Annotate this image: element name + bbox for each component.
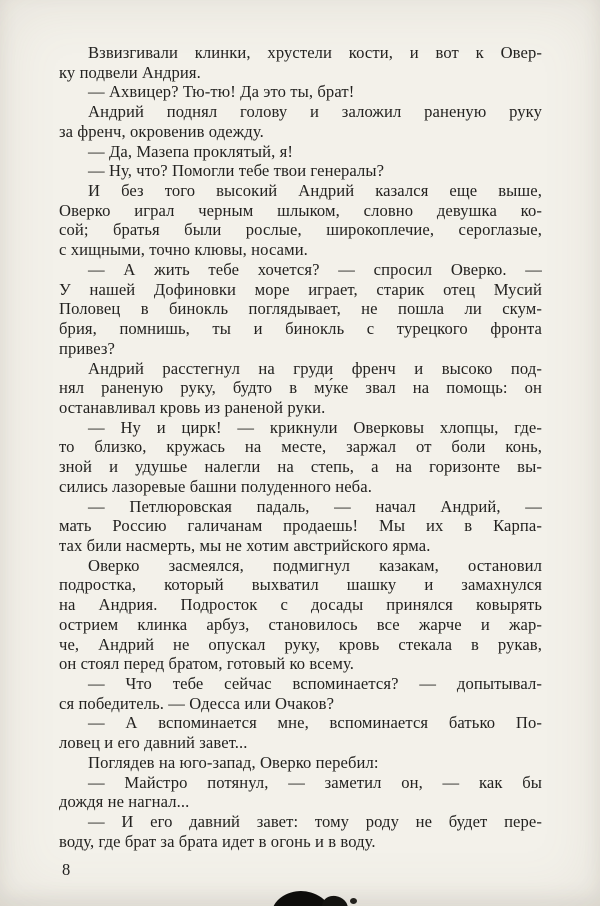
text-line: — Петлюровская падаль, — начал Андрий, —: [88, 496, 542, 516]
text-line: Оверко играл черным шлыком, словно девушка ко-: [59, 200, 542, 220]
scan-speck: [350, 898, 357, 904]
page-text: [59, 43, 542, 851]
text-line: с хищными, точно клювы, носами.: [59, 240, 308, 260]
text-line: дождя не нагнал...: [59, 792, 190, 812]
text-line: тах били насмерть, мы не хотим австрийского ярма.: [59, 535, 431, 555]
text-line: Поглядев на юго-запад, Оверко перебил:: [88, 752, 379, 772]
text-line: ку подвели Андрия.: [59, 62, 201, 82]
text-line: то близко, кружась на месте, заржал от боли конь,: [59, 437, 542, 457]
text-line: И без того высокий Андрий казался еще выше,: [88, 181, 542, 201]
text-line: — Что тебе сейчас вспоминается? — допытывал-: [88, 674, 542, 693]
text-line: нял раненую руку, будто в му́ке звал на помощь: он: [59, 378, 542, 398]
text-line: мать Россию галичанам продаешь! Мы их в Карпа-: [59, 516, 542, 536]
text-line: — А вспоминается мне, вспоминается батько По-: [88, 713, 542, 733]
text-line: Андрий расстегнул на груди френч и высоко под-: [88, 358, 542, 378]
text-line: — Да, Мазепа проклятый, я!: [88, 141, 293, 161]
text-line: Взвизгивали клинки, хрустели кости, и вот к Овер-: [88, 43, 542, 62]
text-line: ловец и его давний завет...: [59, 733, 248, 753]
text-line: — Ахвицер? Тю-тю! Да это ты, брат!: [88, 82, 355, 102]
text-line: Андрий поднял голову и заложил раненую руку: [88, 102, 542, 122]
text-line: привез?: [59, 338, 115, 358]
page-number: 8: [62, 860, 71, 879]
text-line: он стоял перед братом, готовый ко всему.: [59, 654, 354, 674]
text-line: останавливал кровь из раненой руки.: [59, 397, 326, 417]
text-line: — И его давний завет: тому роду не будет пере-: [88, 812, 542, 832]
text-line: Оверко засмеялся, подмигнул казакам, остановил: [88, 555, 542, 575]
text-line: — Ну и цирк! — крикнули Оверковы хлопцы, где-: [88, 417, 542, 437]
scan-smudge: [321, 894, 350, 906]
text-line: Половец в бинокль поглядывает, не пошла ли скум-: [59, 299, 542, 319]
text-line: — Майстро потянул, — заметил он, — как бы: [88, 772, 542, 792]
text-line: — Ну, что? Помогли тебе твои генералы?: [88, 161, 385, 181]
text-line: сились лазоревые башни полуденного неба.: [59, 476, 372, 496]
text-line: подростка, который выхватил шашку и замахнулся: [59, 575, 542, 595]
text-line: че, Андрий не опускал руку, кровь стекала в рукав,: [59, 634, 542, 654]
text-line: У нашей Дофиновки море играет, старик отец Мусий: [59, 279, 542, 299]
text-line: острием клинка арбуз, становилось все жарче и жар-: [59, 614, 542, 634]
text-line: ся победитель. — Одесса или Очаков?: [59, 693, 335, 713]
text-line: за френч, окровенив одежду.: [59, 121, 264, 141]
text-line: — А жить тебе хочется? — спросил Оверко. —: [88, 259, 542, 279]
text-line: сой; братья были рослые, широкоплечие, сероглазые,: [59, 220, 542, 240]
text-line: зной и удушье налегли на степь, а на горизонте вы-: [59, 457, 542, 477]
text-line: воду, где брат за брата идет в огонь и в воду.: [59, 831, 376, 851]
text-line: на Андрия. Подросток с досады принялся ковырять: [59, 595, 542, 615]
text-line: брия, помнишь, ты и бинокль с турецкого фронта: [59, 319, 542, 339]
